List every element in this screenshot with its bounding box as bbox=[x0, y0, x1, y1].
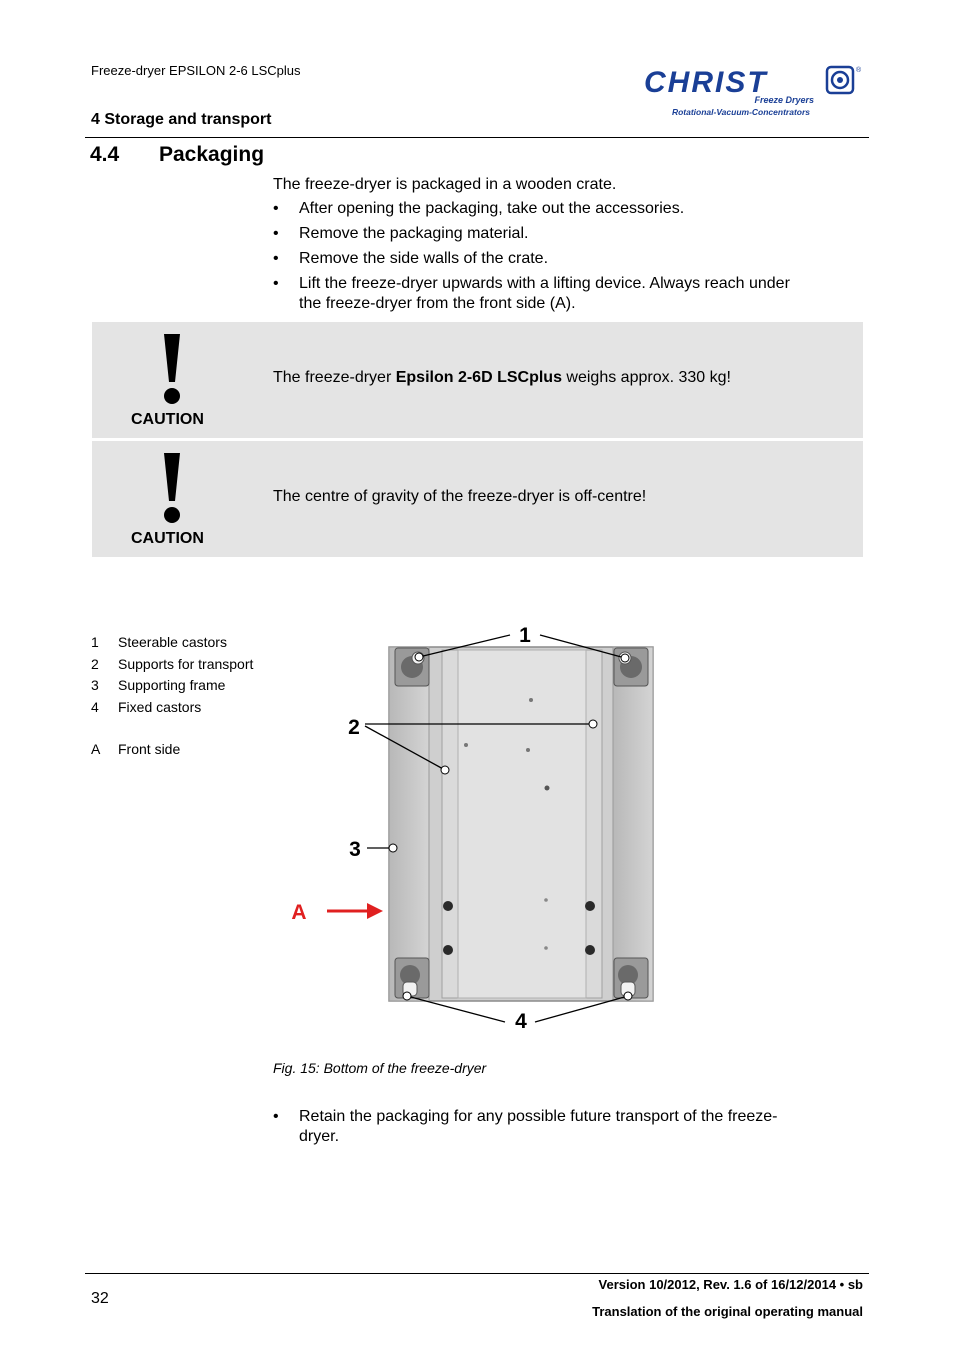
logo-registered: ® bbox=[856, 67, 862, 74]
logo-swirl-icon bbox=[827, 67, 853, 93]
bullet-marker: • bbox=[273, 275, 279, 292]
castor-top-left bbox=[395, 648, 429, 686]
caution-box bbox=[92, 322, 863, 438]
section-number: 4.4 bbox=[90, 143, 120, 166]
callout-2-label: 2 bbox=[348, 716, 360, 739]
castor-bottom-left bbox=[395, 958, 429, 998]
figure-caption: Fig. 15: Bottom of the freeze-dryer bbox=[273, 1060, 487, 1076]
left-rail bbox=[389, 647, 429, 1001]
legend-key: 1 bbox=[91, 634, 99, 650]
caution-message: The centre of gravity of the freeze-dryer is off-centre! bbox=[273, 488, 647, 505]
legend-key: A bbox=[91, 741, 101, 757]
legend-key: 2 bbox=[91, 656, 99, 672]
bullet-item: Remove the side walls of the crate. bbox=[299, 250, 549, 267]
logo-line2: Rotational-Vacuum-Concentrators bbox=[671, 107, 810, 117]
castor-top-right bbox=[614, 648, 648, 686]
callout-1-label: 1 bbox=[519, 624, 531, 647]
legend-key: 3 bbox=[91, 677, 99, 693]
footer-translation: Translation of the original operating manual bbox=[592, 1304, 863, 1319]
caution-message: The freeze-dryer Epsilon 2-6D LSCplus weighs approx. 330 kg! bbox=[273, 369, 731, 386]
exclamation-icon bbox=[160, 451, 184, 525]
callout-3-label: 3 bbox=[349, 838, 361, 861]
freeze-dryer-bottom-figure bbox=[285, 620, 665, 1035]
legend-text: Supporting frame bbox=[118, 677, 226, 693]
product-name: Epsilon 2-6D LSCplus bbox=[395, 369, 562, 386]
caution-box bbox=[92, 441, 863, 557]
bullet-marker: • bbox=[273, 250, 279, 267]
page-number: 32 bbox=[91, 1290, 109, 1307]
footer-divider bbox=[85, 1273, 869, 1274]
logo-brand: CHRIST bbox=[644, 66, 768, 99]
bullet-item-continuation: the freeze-dryer from the front side (A). bbox=[299, 295, 576, 312]
christ-logo bbox=[642, 62, 866, 120]
bullet-item: After opening the packaging, take out the accessories. bbox=[299, 200, 685, 217]
header-divider bbox=[85, 137, 869, 138]
caution-label: CAUTION bbox=[131, 411, 204, 428]
legend-text: Fixed castors bbox=[118, 699, 202, 715]
intro-text: The freeze-dryer is packaged in a wooden crate. bbox=[273, 176, 617, 193]
bullet-item: Lift the freeze-dryer upwards with a lifting device. Always reach under bbox=[299, 275, 790, 292]
section-title: Packaging bbox=[159, 143, 265, 166]
document-title: Freeze-dryer EPSILON 2-6 LSCplus bbox=[91, 63, 301, 78]
caution-label: CAUTION bbox=[131, 530, 204, 547]
footer-version: Version 10/2012, Rev. 1.6 of 16/12/2014 • sb bbox=[598, 1277, 863, 1292]
bullet-marker: • bbox=[273, 200, 279, 217]
bullet-item: Retain the packaging for any possible future transport of the freeze- bbox=[299, 1108, 778, 1125]
legend-text: Steerable castors bbox=[118, 634, 227, 650]
logo-line1: Freeze Dryers bbox=[754, 95, 814, 105]
legend-key: 4 bbox=[91, 699, 99, 715]
right-rail bbox=[613, 647, 653, 1001]
bullet-marker: • bbox=[273, 1108, 279, 1125]
chapter-header: 4 Storage and transport bbox=[91, 111, 272, 128]
exclamation-icon bbox=[160, 332, 184, 406]
castor-bottom-right bbox=[614, 958, 648, 998]
bullet-item: Remove the packaging material. bbox=[299, 225, 529, 242]
front-side-arrow bbox=[327, 903, 383, 919]
callout-4-label: 4 bbox=[515, 1010, 527, 1033]
callout-a-label: A bbox=[291, 901, 307, 924]
legend-text: Front side bbox=[118, 741, 181, 757]
legend-text: Supports for transport bbox=[118, 656, 254, 672]
bullet-marker: • bbox=[273, 225, 279, 242]
bullet-item-continuation: dryer. bbox=[299, 1128, 340, 1145]
